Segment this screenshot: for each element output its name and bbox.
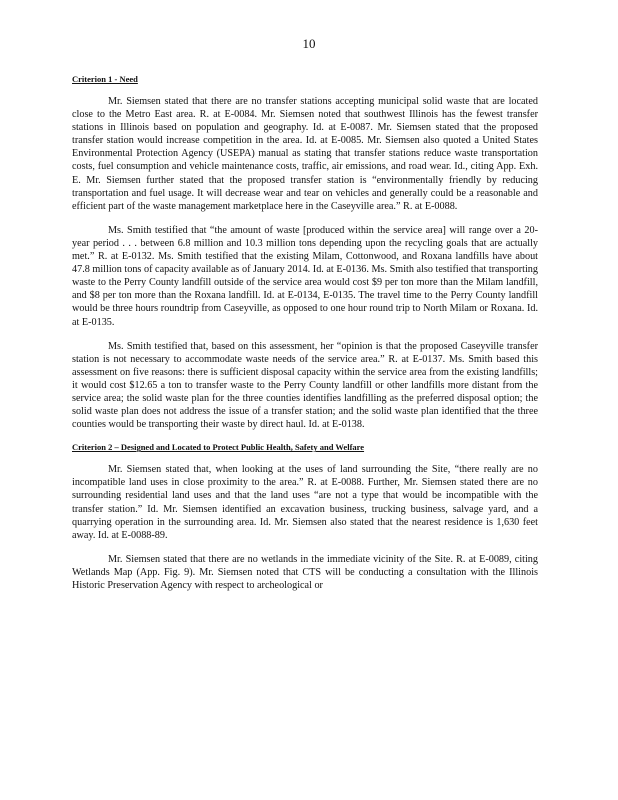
document-body (72, 74, 538, 603)
criterion-1-heading: Criterion 1 - Need (72, 74, 138, 84)
criterion-1-paragraph-2: Ms. Smith testified that “the amount of waste [produced within the service area] will range over a 20-year period . . . between 6.8 million and 10.3 million tons depending upon the recycling goals that are actually met.” R. at E-0132. Ms. Smith testified that the existing Milam, Cottonwood, and Roxana landfills have about 47.8 million tons of capacity available as of January 2014. Id. at E-0136. Ms. Smith also testified that transporting waste to the Perry County landfill outside of the service area would cost $9 per ton more than the Milam landfill, and $8 per ton more than the Roxana landfill. Id. at E-0134, E-0135. The travel time to the Perry County landfill would be three hours roundtrip from Caseyville, as opposed to one hour round trip to North Milam or Roxana. Id. at E-0135. (72, 224, 538, 328)
criterion-2-paragraph-1: Mr. Siemsen stated that, when looking at the uses of land surrounding the Site, “there really are no incompatible land uses in close proximity to the area.” R. at E-0088. Further, Mr. Siemsen stated there are no surrounding residential land uses and that the land uses “are not a type that would be incompatible with the transfer station.” Id. Mr. Siemsen identified an excavation business, trucking business, salvage yard, and a quarrying operation in the surrounding area. Id. Mr. Siemsen also stated that the nearest residence is 1,630 feet away. Id. at E-0088-89. (72, 464, 538, 541)
criterion-1-paragraph-1: Mr. Siemsen stated that there are no transfer stations accepting municipal solid waste that are located close to the Metro East area. R. at E-0084. Mr. Siemsen noted that southwest Illinois has the fewest transfer stations in Illinois based on population and geography. Id. at E-0087. Mr. Siemsen stated that the proposed transfer station would increase competition in the area. Id. at E-0085. Mr. Siemsen also quoted a United States Environmental Protection Agency (USEPA) manual as stating that transfer stations reduce waste transportation costs, fuel consumption and vehicle maintenance costs, traffic, air emissions, and road wear. Id., citing App. Exh. E. Mr. Siemsen further stated that the proposed transfer station is “environmentally friendly by reducing transportation and fuel usage. It will decrease wear and tear on vehicles and generally could be a reasonable and efficient part of the waste management marketplace here in the Caseyville area.” R. at E-0088. (72, 96, 538, 212)
criterion-1-paragraph-3: Ms. Smith testified that, based on this assessment, her “opinion is that the proposed Caseyville transfer station is not necessary to accommodate waste needs of the service area.” R. at E-0137. Ms. Smith based this assessment on five reasons: there is sufficient disposal capacity within the service area from the existing landfills; it would cost $12.65 a ton to transfer waste to the Perry County landfill or other landfills more distant from the service area; the solid waste plan for the three counties identifies landfilling as the preferred disposal option; the solid waste plan does not address the issue of a transfer station; and the solid waste plan identified that the three counties would be transporting their waste by direct haul. Id. at E-0138. (72, 340, 538, 431)
criterion-2-paragraph-2: Mr. Siemsen stated that there are no wetlands in the immediate vicinity of the Site. R. at E-0089, citing Wetlands Map (App. Fig. 9). Mr. Siemsen noted that CTS will be conducting a consultation with the Illinois Historic Preservation Agency with respect to archeological or (72, 553, 538, 591)
criterion-2-heading: Criterion 2 – Designed and Located to Protect Public Health, Safety and Welfare (72, 442, 365, 453)
page-number: 10 (302, 36, 316, 51)
